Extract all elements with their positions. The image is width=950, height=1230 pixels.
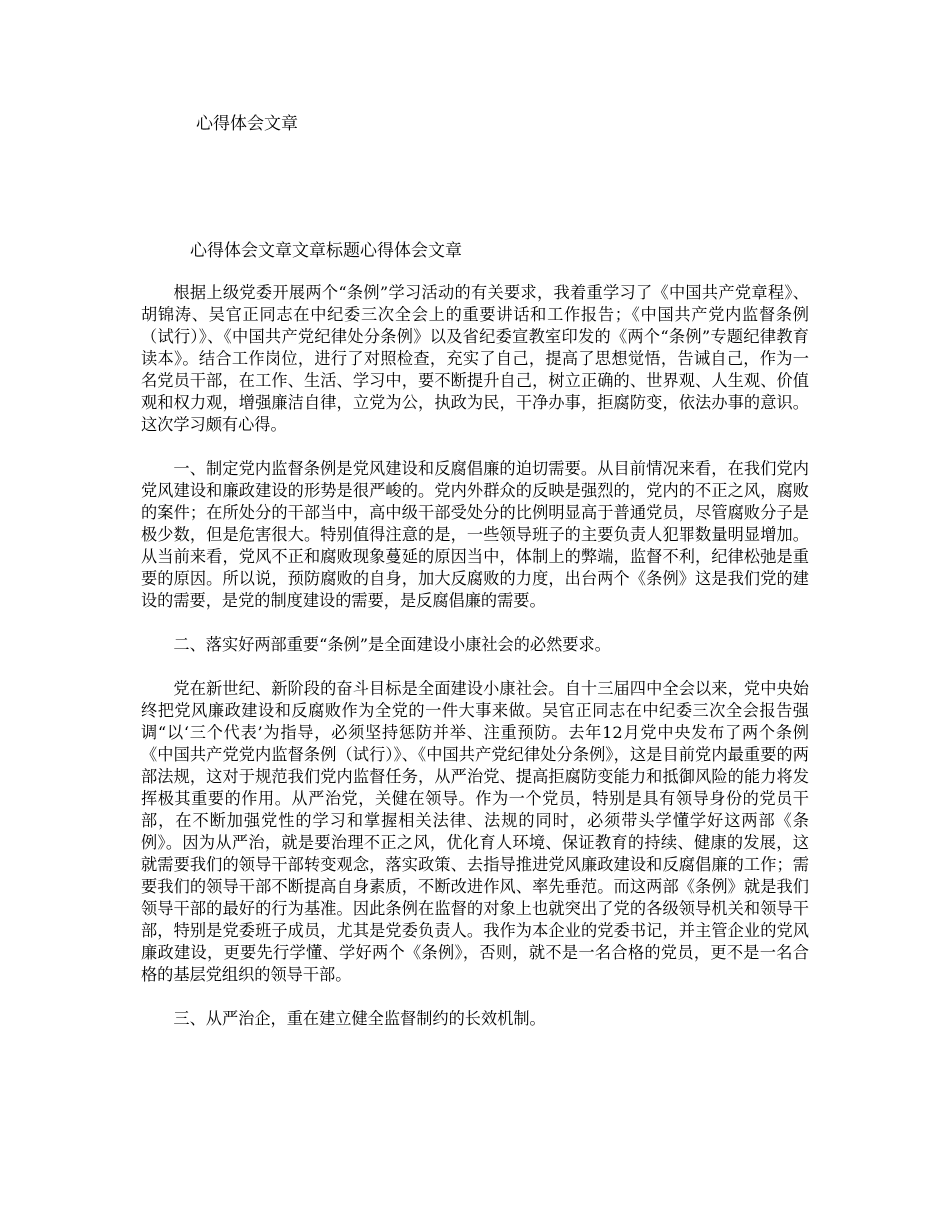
document-title: 心得体会文章文章标题心得体会文章 — [190, 241, 462, 261]
paragraph-section-2-heading: 二、落实好两部重要“条例”是全面建设小康社会的必然要求。 — [173, 635, 611, 654]
header-title: 心得体会文章 — [196, 114, 298, 134]
paragraph-section-3-heading: 三、从严治企，重在建立健全监督制约的长效机制。 — [173, 1009, 546, 1028]
paragraph-section-2-body: 党在新世纪、新阶段的奋斗目标是全面建设小康社会。自十三届四中全会以来，党中央始终把党风廉政建设和反腐败作为全党的一件大事来做。吴官正同志在中纪委三次全会报告强调“以‘三个代表’为指导，必须坚持惩防并举、注重预防。去年12月党中央发布了两个条例《中国共产党党内监督条例（试行）》、《中国共产党纪律处分条例》，这是目前党内最重要的两部法规，这对于规范我们党内监督任务，从严治党、提高拒腐防变能力和抵御风险的能力将发挥极其重要的作用。从严治党，关健在领导。作为一个党员，特别是具有领导身份的党员干部，在不断加强党性的学习和掌握相关法律、法规的同时，必须带头学懂学好这两部《条例》。因为从严治，就是要治理不正之风，优化育人环境、保证教育的持续、健康的发展，这就需要我们的领导干部转变观念，落实政策、去指导推进党风廉政建设和反腐倡廉的工作；需要我们的领导干部不断提高自身素质，不断改进作风、率先垂范。而这两部《条例》就是我们领导干部的最好的行为基准。因此条例在监督的对象上也就突出了党的各级领导机关和领导干部，特别是党委班子成员，尤其是党委负责人。我作为本企业的党委书记，并主管企业的党风廉政建设，更要先行学懂、学好两个《条例》，否则，就不是一名合格的党员，更不是一名合格的基层党组织的领导干部。 — [141, 679, 809, 984]
paragraph-intro: 根据上级党委开展两个“条例”学习活动的有关要求，我着重学习了《中国共产党章程》、胡锦涛、吴官正同志在中纪委三次全会上的重要讲话和工作报告；《中国共产党内监督条例（试行）》、《中国共产党纪律处分条例》以及省纪委宣教室印发的《两个“条例”专题纪律教育读本》。结合工作岗位，进行了对照检查，充实了自己，提高了思想觉悟，告诫自己，作为一名党员干部，在工作、生活、学习中，要不断提升自己，树立正确的、世界观、人生观、价值观和权力观，增强廉洁自律，立党为公，执政为民，干净办事，拒腐防变，依法办事的意识。这次学习颇有心得。 — [141, 283, 809, 434]
document-body — [141, 282, 809, 1052]
paragraph-section-1: 一、制定党内监督条例是党风建设和反腐倡廉的迫切需要。从目前情况来看，在我们党内党风建设和廉政建设的形势是很严峻的。党内外群众的反映是强烈的，党内的不正之风，腐败的案件；在所处分的干部当中，高中级干部受处分的比例明显高于普通党员，尽管腐败分子是极少数，但是危害很大。特别值得注意的是，一些领导班子的主要负责人犯罪数量明显增加。从当前来看，党风不正和腐败现象蔓延的原因当中，体制上的弊端，监督不利，纪律松弛是重要的原因。所以说，预防腐败的自身，加大反腐败的力度，出台两个《条例》这是我们党的建设的需要，是党的制度建设的需要，是反腐倡廉的需要。 — [141, 459, 809, 610]
